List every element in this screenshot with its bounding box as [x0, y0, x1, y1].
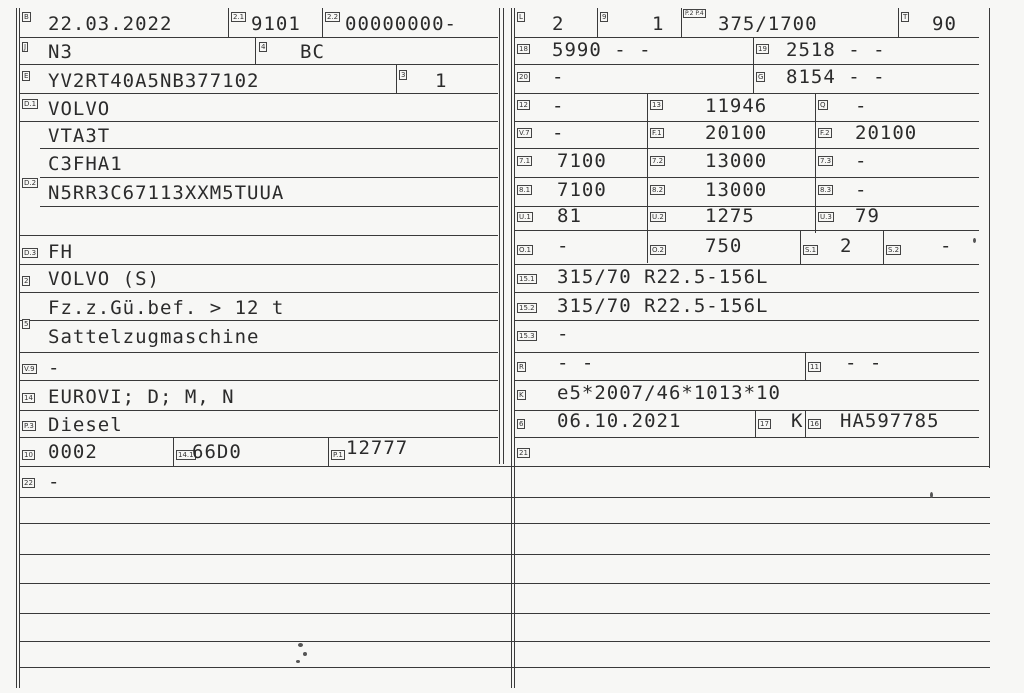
label-21: 21	[519, 449, 528, 457]
label-D1: D.1	[24, 100, 37, 108]
axles: 2	[552, 13, 565, 35]
type-line-1: VTA3T	[48, 125, 111, 147]
label-T: T	[903, 13, 908, 21]
label-O2: O.2	[652, 246, 664, 254]
scan-speck	[973, 238, 976, 243]
code-10: 0002	[48, 441, 98, 463]
axle-load-permitted-3: -	[855, 179, 868, 201]
label-17: 17	[760, 420, 769, 428]
remarks: -	[48, 471, 61, 493]
height: -	[552, 66, 565, 88]
trailer-braked: -	[557, 235, 570, 257]
label-7-3: 7.3	[820, 157, 832, 165]
label-J: J	[24, 43, 27, 51]
label-5: 5	[24, 320, 29, 328]
label-O1: O.1	[519, 246, 531, 254]
axle-load-2: 13000	[705, 150, 768, 172]
type-line-3: N5RR3C67113XXM5TUUA	[48, 182, 285, 204]
label-6: 6	[519, 420, 524, 428]
scan-speck	[930, 492, 933, 498]
manufacturer: VOLVO (S)	[48, 268, 160, 290]
type-code: 00000000-	[345, 13, 457, 35]
noise-driving: 79	[855, 205, 880, 227]
label-10: 10	[24, 451, 33, 459]
center-divider-c	[511, 8, 512, 688]
colour: - -	[557, 352, 595, 374]
field-13: 11946	[705, 95, 768, 117]
make: VOLVO	[48, 98, 111, 120]
empty-mass: 8154 - -	[786, 66, 886, 88]
driven-axles: 1	[652, 13, 665, 35]
label-7-2: 7.2	[652, 157, 664, 165]
field-12: -	[552, 95, 565, 117]
label-S1: S.1	[805, 246, 817, 254]
label-13: 13	[652, 101, 661, 109]
label-D3: D.3	[24, 249, 37, 257]
field-17: K	[791, 410, 804, 432]
field-Q: -	[855, 95, 868, 117]
label-3: 3	[401, 71, 406, 79]
length: 5990 - -	[552, 39, 652, 61]
width: 2518 - -	[786, 39, 886, 61]
label-8-1: 8.1	[519, 186, 531, 194]
axle-load-permitted-1: 7100	[557, 179, 607, 201]
emission-standard: EUROVI; D; M, N	[48, 386, 235, 408]
label-16: 16	[810, 420, 819, 428]
check-digit: 1	[435, 70, 448, 92]
left-border	[16, 8, 17, 688]
label-U2: U.2	[652, 213, 664, 221]
label-F2: F.2	[820, 129, 830, 137]
standing-places: -	[940, 235, 953, 257]
label-15-3: 15.3	[519, 332, 535, 340]
label-V9: V.9	[24, 365, 35, 373]
tyres-axle-3: -	[557, 323, 570, 345]
commercial-name: FH	[48, 241, 73, 263]
label-20: 20	[519, 73, 528, 81]
label-18: 18	[519, 45, 528, 53]
co2: -	[552, 122, 565, 144]
tyres-axle-2: 315/70 R22.5-156L	[557, 295, 769, 317]
code-14-1: 66D0	[192, 441, 242, 463]
max-mass-permitted: 20100	[855, 122, 918, 144]
manufacturer-code: 9101	[251, 13, 301, 35]
label-L: L	[519, 13, 523, 21]
document-number: HA597785	[840, 410, 940, 432]
center-divider-b	[503, 8, 504, 464]
label-P2-P4: P.2 P.4	[685, 10, 704, 17]
label-8-2: 8.2	[652, 186, 664, 194]
label-U3: U.3	[820, 213, 832, 221]
label-S2: S.2	[888, 246, 900, 254]
scan-speck	[298, 643, 303, 647]
registration-date: 06.10.2021	[557, 410, 682, 432]
label-4: 4	[261, 43, 266, 51]
scan-speck	[303, 652, 307, 656]
axle-load-permitted-2: 13000	[705, 179, 768, 201]
max-speed: 90	[932, 13, 957, 35]
label-12: 12	[519, 101, 528, 109]
label-2-1: 2.1	[233, 13, 245, 21]
label-P3: P.3	[24, 422, 34, 430]
max-mass-technical: 20100	[705, 122, 768, 144]
label-14-1: 14.1	[178, 451, 194, 459]
vin: YV2RT40A5NB377102	[48, 70, 260, 92]
label-9: 9	[602, 13, 607, 21]
label-G: G	[758, 73, 764, 81]
axle-load-3: -	[855, 150, 868, 172]
label-19: 19	[758, 45, 767, 53]
label-15-1: 15.1	[519, 275, 535, 283]
seats: 2	[840, 235, 853, 257]
vehicle-type-line-1: Fz.z.Gü.bef. > 12 t	[48, 297, 285, 319]
scan-speck	[296, 660, 300, 663]
label-V7: V.7	[519, 129, 530, 137]
noise-standing: 81	[557, 205, 582, 227]
label-F1: F.1	[652, 129, 662, 137]
label-11: 11	[810, 363, 819, 371]
label-R: R	[519, 363, 524, 371]
type-line-2: C3FHA1	[48, 153, 123, 175]
label-22: 22	[24, 479, 33, 487]
type-approval: e5*2007/46*1013*10	[557, 382, 781, 404]
label-8-3: 8.3	[820, 186, 832, 194]
power-rpm: 375/1700	[718, 13, 818, 35]
trailer-unbraked: 750	[705, 235, 743, 257]
label-B: B	[24, 13, 29, 21]
fuel-type: Diesel	[48, 414, 123, 436]
tyres-axle-1: 315/70 R22.5-156L	[557, 266, 769, 288]
emission-class: -	[48, 357, 61, 379]
label-14: 14	[24, 394, 33, 402]
label-K: K	[519, 391, 524, 399]
right-border	[989, 8, 990, 468]
label-E: E	[24, 72, 29, 80]
label-U1: U.1	[519, 213, 531, 221]
axle-load-1: 7100	[557, 150, 607, 172]
label-D2: D.2	[24, 179, 37, 187]
vehicle-class: N3	[48, 41, 73, 63]
label-7-1: 7.1	[519, 157, 531, 165]
center-divider-a	[499, 8, 500, 464]
label-P1: P.1	[333, 451, 343, 459]
vehicle-type-line-2: Sattelzugmaschine	[48, 326, 260, 348]
engine-speed: 1275	[705, 205, 755, 227]
center-divider-d	[514, 8, 515, 688]
label-15-2: 15.2	[519, 304, 535, 312]
label-2-2: 2.2	[327, 13, 339, 21]
displacement: 12777	[346, 437, 409, 459]
label-Q: Q	[820, 101, 826, 109]
field-11: - -	[845, 352, 883, 374]
label-2: 2	[24, 277, 29, 285]
left-border-inner	[19, 8, 20, 688]
issue-date: 22.03.2022	[48, 13, 173, 35]
body-type: BC	[300, 41, 325, 63]
